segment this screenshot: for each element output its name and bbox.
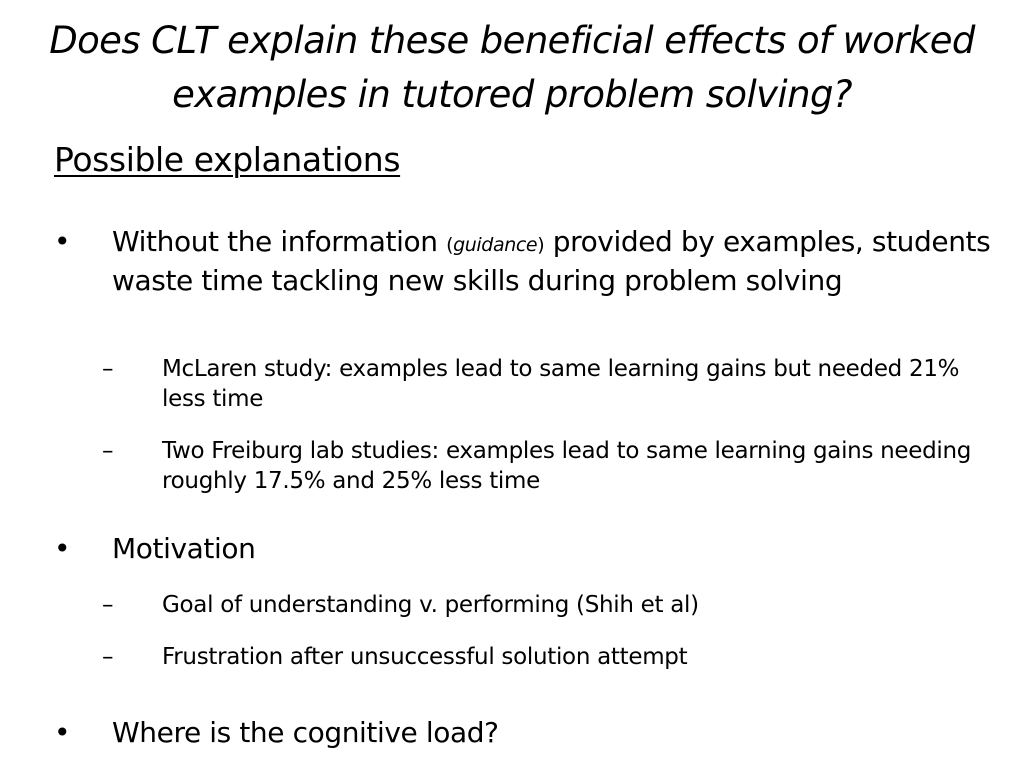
paren-close: ) bbox=[537, 234, 545, 256]
paren-open: ( bbox=[446, 234, 454, 256]
bullet-text: Where is the cognitive load? bbox=[112, 716, 499, 749]
subpoint-text: Two Freiburg lab studies: examples lead to same learning gains needing roughly 17.5% and 25% less time bbox=[162, 438, 972, 494]
bullet-text-start: Without the information bbox=[112, 225, 447, 258]
subpoint-text: McLaren study: examples lead to same learning gains but needed 21% less time bbox=[162, 356, 960, 412]
guidance-emphasis: guidance bbox=[453, 234, 538, 256]
subpoint-marker: – bbox=[102, 592, 114, 618]
bullet-text bbox=[112, 224, 992, 298]
section-heading: Possible explanations bbox=[54, 140, 401, 179]
bullet-marker: • bbox=[54, 532, 71, 565]
bullet-marker: • bbox=[54, 716, 71, 749]
subpoint-marker: – bbox=[102, 356, 114, 382]
subpoint-marker: – bbox=[102, 438, 114, 464]
subpoint-marker: – bbox=[102, 644, 114, 670]
bullet-marker: • bbox=[54, 225, 71, 258]
bullet-text-end: provided by examples, students waste time tackling new skills during problem solving bbox=[112, 225, 991, 297]
bullet-text: Motivation bbox=[112, 532, 256, 565]
subpoint-text: Frustration after unsuccessful solution attempt bbox=[162, 644, 688, 670]
subpoint-text: Goal of understanding v. performing (Shih et al) bbox=[162, 592, 699, 618]
slide-title: Does CLT explain these beneficial effects of worked examples in tutored problem solving? bbox=[49, 19, 975, 116]
